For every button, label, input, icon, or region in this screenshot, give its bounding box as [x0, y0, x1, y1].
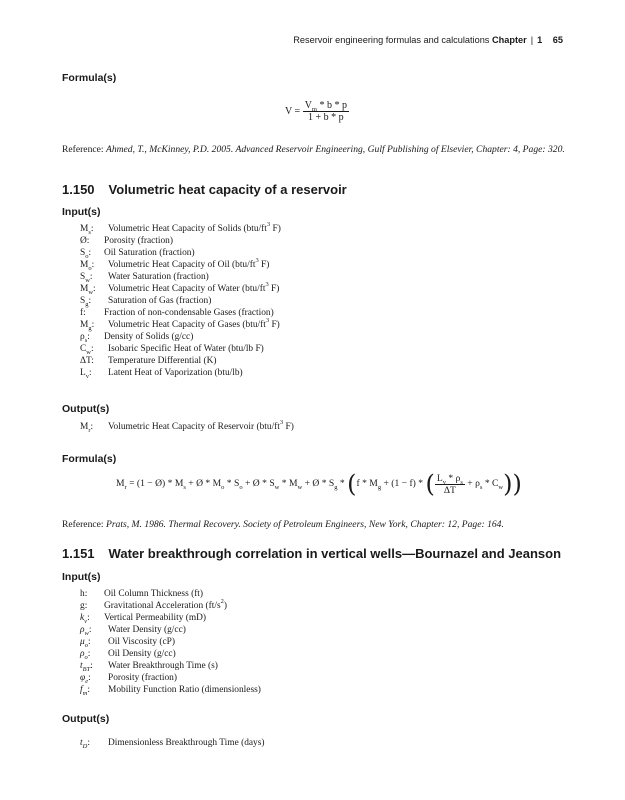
- list-item: f: Fraction of non-condensable Gases (fraction): [80, 308, 274, 318]
- list-item: $S_g$: Saturation of Gas (fraction): [80, 296, 212, 308]
- reference-top: [62, 144, 567, 157]
- header-chapter-num: 1: [537, 35, 543, 45]
- list-item: ΔT: Temperature Differential (K): [80, 356, 217, 366]
- input-list: [80, 220, 281, 380]
- reference-text: Prats, M. 1986. Thermal Recovery. Society of Petroleum Engineers, New York, Chapter: 12, Page: 164.: [105, 519, 504, 530]
- list-item: $M_w$: Volumetric Heat Capacity of Water ($btu/ft^3$ F): [80, 280, 280, 296]
- list-item: $\mu_o$: Oil Viscosity (cP): [80, 637, 175, 649]
- formula-denominator: 1 + b * p: [308, 112, 344, 123]
- list-item: $t_{BT}$: Water Breakthrough Time (s): [80, 661, 218, 673]
- list-item: h: Oil Column Thickness (ft): [80, 589, 204, 599]
- formula-heading-1-150: Formula(s): [62, 453, 117, 465]
- list-item: $C_w$: Isobaric Specific Heat of Water (btu/lb F): [80, 344, 264, 356]
- list-item: $\rho_s$: Density of Solids (g/cc): [80, 332, 194, 344]
- output-list: [80, 418, 294, 434]
- list-item: $\varphi_e$: Porosity (fraction): [80, 673, 177, 685]
- list-item: $\rho_w$: Water Density (g/cc): [80, 625, 186, 637]
- input-list-1-151: [80, 588, 261, 696]
- langmuir-formula: V = $\frac{V_m * b * p}{1 + b * p}$: [285, 100, 347, 123]
- reference-label: Reference:: [62, 144, 104, 155]
- section-heading-1-150: 1.150 Volumetric heat capacity of a reservoir: [62, 182, 347, 197]
- list-item: $M_o$: Volumetric Heat Capacity of Oil ($btu/ft^3$ F): [80, 256, 270, 272]
- list-item: $M_r$: Volumetric Heat Capacity of Reservoir ($btu/ft^3$ F): [80, 418, 294, 434]
- header-title: Reservoir engineering formulas and calculations: [293, 35, 490, 45]
- page-number: 65: [552, 35, 563, 45]
- input-heading: Input(s): [62, 206, 101, 218]
- list-item: $k_v$: Vertical Permeability (mD): [80, 613, 207, 625]
- list-item: Ø: Porosity (fraction): [80, 236, 173, 246]
- list-item: $S_o$: Oil Saturation (fraction): [80, 248, 195, 260]
- running-header: Reservoir engineering formulas and calculations Chapter | 1 65: [293, 35, 563, 45]
- header-chapter-word: Chapter: [491, 35, 527, 45]
- formula-numerator: $V_m$ * b * p: [304, 100, 347, 113]
- section-heading-1-151: 1.151 Water breakthrough correlation in vertical wells—Bournazel and Jeanson: [62, 546, 562, 561]
- output-heading: Output(s): [62, 403, 110, 415]
- list-item: $M_s$: Volumetric Heat Capacity of Solids ($btu/ft^3$ F): [80, 220, 281, 236]
- reference-1-150: [62, 519, 567, 532]
- list-item: $\rho_o$: Oil Density (g/cc): [80, 649, 176, 661]
- heat-capacity-formula: $M_r = (1$ − Ø) * $M_s$ + Ø * $M_o * S_o$ + Ø * $S_w * M_w$ + Ø * $S_g * (f * M_g + (1 - f)$ * ( $\frac{L_v * \rho_s}{\Delta T}$ + $\rho_s * C_w$)): [116, 470, 522, 498]
- list-item: $L_v$: Latent Heat of Vaporization (btu/lb): [80, 368, 243, 380]
- list-item: g: Gravitational Acceleration $(ft/s^2)$: [80, 597, 227, 611]
- input-heading-1-151: Input(s): [62, 571, 101, 583]
- list-item: $S_w$: Water Saturation (fraction): [80, 272, 209, 284]
- reference-text: Ahmed, T., McKinney, P.D. 2005. Advanced Reservoir Engineering, Gulf Publishing of Elsevier, Chapter: 4, Page: 320.: [105, 144, 565, 155]
- output-list-1-151: [80, 737, 265, 749]
- list-item: $t_D$: Dimensionless Breakthrough Time (days): [80, 738, 265, 750]
- formula-heading: Formula(s): [62, 72, 117, 84]
- list-item: $M_g$: Volumetric Heat Capacity of Gases ($btu/ft^3$ F): [80, 316, 280, 332]
- formula-lhs: V: [285, 105, 293, 117]
- output-heading-1-151: Output(s): [62, 713, 110, 725]
- reference-label: Reference:: [62, 519, 104, 530]
- list-item: $f_m$: Mobility Function Ratio (dimensionless): [80, 685, 261, 697]
